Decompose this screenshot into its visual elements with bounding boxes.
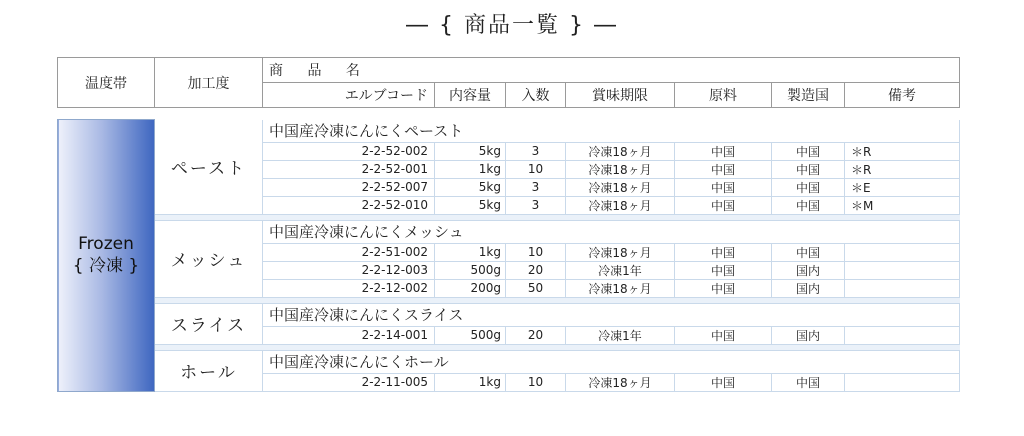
product-table-body [58, 120, 960, 392]
country-cell: 中国 [772, 142, 845, 160]
product-name: 中国産冷凍にんにくホール [263, 350, 960, 373]
best-before-cell: 冷凍18ヶ月 [566, 243, 675, 261]
best-before-cell: 冷凍18ヶ月 [566, 142, 675, 160]
header-capacity: 内容量 [435, 83, 506, 108]
code-cell: 2-2-12-002 [263, 279, 435, 297]
header-processing: 加工度 [155, 58, 263, 108]
material-cell: 中国 [675, 142, 772, 160]
quantity-cell: 50 [506, 279, 566, 297]
notes-cell: ＊E [845, 178, 960, 196]
header-temp-zone: 温度帯 [58, 58, 155, 108]
country-cell: 中国 [772, 373, 845, 391]
capacity-cell: 5kg [435, 178, 506, 196]
temp-zone-sub-label: { 冷凍 } [72, 256, 140, 277]
header-material: 原料 [675, 83, 772, 108]
capacity-cell: 1kg [435, 373, 506, 391]
best-before-cell: 冷凍18ヶ月 [566, 373, 675, 391]
code-cell: 2-2-51-002 [263, 243, 435, 261]
processing-cell: ホール [155, 350, 263, 391]
quantity-cell: 3 [506, 196, 566, 214]
capacity-cell: 1kg [435, 160, 506, 178]
country-cell: 中国 [772, 243, 845, 261]
material-cell: 中国 [675, 243, 772, 261]
header-notes: 備考 [845, 83, 960, 108]
country-cell: 中国 [772, 196, 845, 214]
page-title: ― { 商品一覧 } ― [406, 13, 618, 38]
code-cell: 2-2-14-001 [263, 326, 435, 344]
quantity-cell: 10 [506, 243, 566, 261]
notes-cell [845, 326, 960, 344]
product-name-row [58, 303, 960, 326]
product-table [57, 119, 960, 392]
notes-cell [845, 279, 960, 297]
processing-cell: スライス [155, 303, 263, 344]
code-cell: 2-2-52-010 [263, 196, 435, 214]
header-best-before: 賞味期限 [566, 83, 675, 108]
best-before-cell: 冷凍18ヶ月 [566, 178, 675, 196]
country-cell: 国内 [772, 261, 845, 279]
processing-cell: ペースト [155, 120, 263, 215]
notes-cell: ＊R [845, 142, 960, 160]
notes-cell [845, 243, 960, 261]
temp-zone-cell [58, 120, 155, 392]
code-cell: 2-2-12-003 [263, 261, 435, 279]
temp-zone-label: Frozen [78, 234, 134, 255]
header-code: エルブコード [263, 83, 435, 108]
material-cell: 中国 [675, 279, 772, 297]
product-name: 中国産冷凍にんにくメッシュ [263, 220, 960, 243]
quantity-cell: 3 [506, 142, 566, 160]
notes-cell: ＊R [845, 160, 960, 178]
quantity-cell: 10 [506, 160, 566, 178]
product-name: 中国産冷凍にんにくスライス [263, 303, 960, 326]
capacity-cell: 5kg [435, 142, 506, 160]
country-cell: 中国 [772, 178, 845, 196]
quantity-cell: 3 [506, 178, 566, 196]
table-header [57, 57, 960, 108]
material-cell: 中国 [675, 373, 772, 391]
code-cell: 2-2-52-002 [263, 142, 435, 160]
product-name: 中国産冷凍にんにくペースト [263, 120, 960, 143]
product-name-row [58, 220, 960, 243]
best-before-cell: 冷凍1年 [566, 326, 675, 344]
notes-cell [845, 261, 960, 279]
material-cell: 中国 [675, 261, 772, 279]
material-cell: 中国 [675, 160, 772, 178]
best-before-cell: 冷凍18ヶ月 [566, 160, 675, 178]
best-before-cell: 冷凍18ヶ月 [566, 196, 675, 214]
header-product-name: 商 品 名 [263, 58, 960, 83]
country-cell: 国内 [772, 279, 845, 297]
quantity-cell: 20 [506, 261, 566, 279]
quantity-cell: 20 [506, 326, 566, 344]
material-cell: 中国 [675, 326, 772, 344]
header-quantity: 入数 [506, 83, 566, 108]
notes-cell [845, 373, 960, 391]
country-cell: 中国 [772, 160, 845, 178]
product-name-row [58, 350, 960, 373]
capacity-cell: 500g [435, 261, 506, 279]
capacity-cell: 5kg [435, 196, 506, 214]
quantity-cell: 10 [506, 373, 566, 391]
capacity-cell: 200g [435, 279, 506, 297]
code-cell: 2-2-52-007 [263, 178, 435, 196]
best-before-cell: 冷凍18ヶ月 [566, 279, 675, 297]
capacity-cell: 500g [435, 326, 506, 344]
code-cell: 2-2-52-001 [263, 160, 435, 178]
material-cell: 中国 [675, 178, 772, 196]
code-cell: 2-2-11-005 [263, 373, 435, 391]
product-name-row [58, 120, 960, 143]
notes-cell: ＊M [845, 196, 960, 214]
country-cell: 国内 [772, 326, 845, 344]
best-before-cell: 冷凍1年 [566, 261, 675, 279]
material-cell: 中国 [675, 196, 772, 214]
processing-cell: メッシュ [155, 220, 263, 297]
capacity-cell: 1kg [435, 243, 506, 261]
header-country: 製造国 [772, 83, 845, 108]
